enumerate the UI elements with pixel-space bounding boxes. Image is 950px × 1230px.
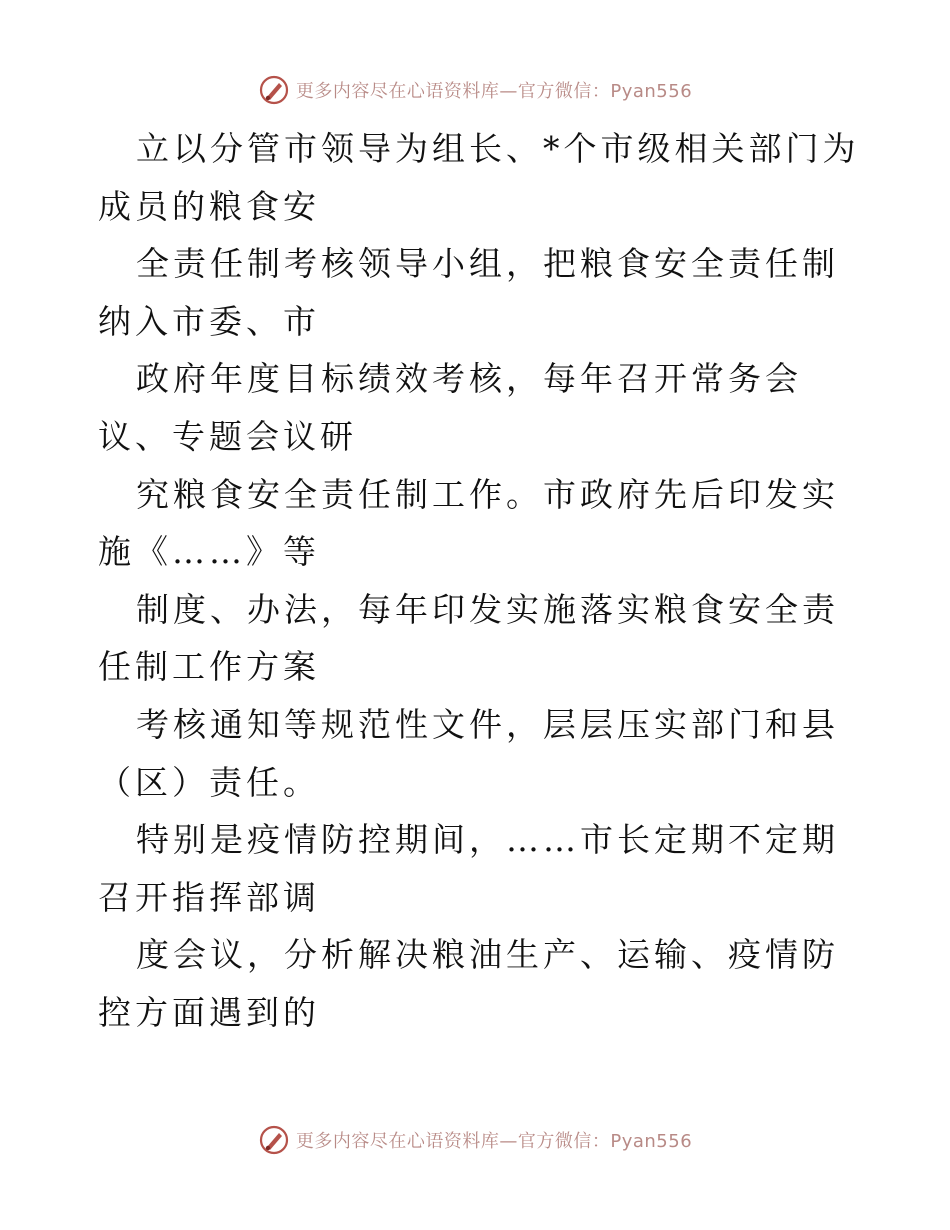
paragraph: 究粮食安全责任制工作。市政府先后印发实施《……》等	[98, 474, 839, 572]
paragraph: 政府年度目标绩效考核，每年召开常务会议、专题会议研	[98, 359, 802, 456]
footer-watermark	[0, 1120, 950, 1160]
document-body	[98, 120, 868, 1042]
paragraph: 度会议，分析解决粮油生产、运输、疫情防控方面遇到的	[98, 935, 839, 1032]
header-watermark	[0, 70, 950, 110]
paragraph: 全责任制考核领导小组，把粮食安全责任制纳入市委、市	[98, 244, 839, 341]
watermark-text: 更多内容尽在心语资料库—官方微信：Pyan556	[295, 81, 693, 102]
watermark-text: 更多内容尽在心语资料库—官方微信：Pyan556	[295, 1131, 693, 1152]
ink-pen-logo-icon	[258, 74, 290, 106]
paragraph: 考核通知等规范性文件，层层压实部门和县（区）责任。	[98, 704, 839, 802]
paragraph: 特别是疫情防控期间，……市长定期不定期召开指挥部调	[98, 820, 839, 917]
paragraph: 制度、办法，每年印发实施落实粮食安全责任制工作方案	[98, 589, 839, 687]
ink-pen-logo-icon	[258, 1124, 290, 1156]
paragraph: 立以分管市领导为组长、*个市级相关部门为成员的粮食安	[98, 129, 860, 226]
